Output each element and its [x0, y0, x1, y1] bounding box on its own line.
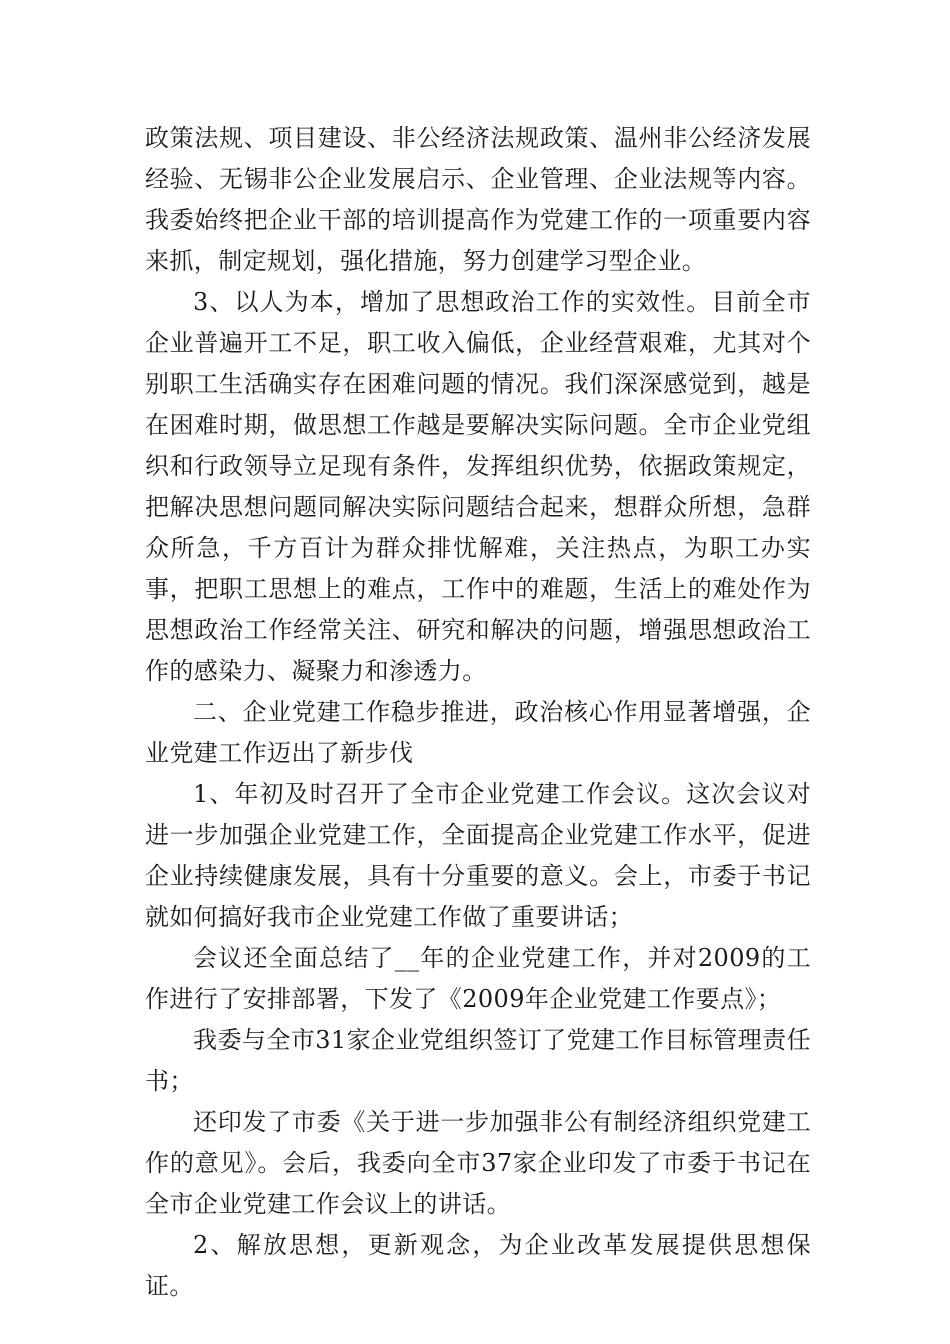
paragraph-people-oriented: 3、以人为本，增加了思想政治工作的实效性。目前全市企业普遍开工不足，职工收入偏低，企业经营艰难，尤其对个别职工生活确实存在困难问题的情况。我们深深感觉到，越是在困难时期，做思想工作越是要解决实际问题。全市企业党组织和行政领导立足现有条件，发挥组织优势，依据政策规定，把解决思想问题同解决实际问题结合起来，想群众所想，急群众所急，千方百计为群众排忧解难，关注热点，为职工办实事，把职工思想上的难点，工作中的难题，生活上的难处作为思想政治工作经常关注、研究和解决的问题，增强思想政治工作的感染力、凝聚力和渗透力。 [145, 288, 811, 685]
paragraph-training-content: 政策法规、项目建设、非公经济法规政策、温州非公经济发展经验、无锡非公企业发展启示、企业管理、企业法规等内容。我委始终把企业干部的培训提高作为党建工作的一项重要内容来抓，制定规划，强化措施，努力创建学习型企业。 [145, 124, 811, 275]
paragraph-emancipate-mind: 2、解放思想，更新观念，为企业改革发展提供思想保证。 [145, 1231, 811, 1300]
paragraph-party-building-meeting: 1、年初及时召开了全市企业党建工作会议。这次会议对进一步加强企业党建工作，全面提高企业党建工作水平，促进企业持续健康发展，具有十分重要的意义。会上，市委于书记就如何搞好我市企业党建工作做了重要讲话； [145, 780, 811, 931]
document-body [145, 118, 811, 1307]
section-heading-party-building: 二、企业党建工作稳步推进，政治核心作用显著增强，企业党建工作迈出了新步伐 [145, 698, 811, 767]
paragraph-printed-opinions: 还印发了市委《关于进一步加强非公有制经济组织党建工作的意见》。会后，我委向全市37家企业印发了市委于书记在全市企业党建工作会议上的讲话。 [145, 1108, 811, 1218]
paragraph-responsibility-letters: 我委与全市31家企业党组织签订了党建工作目标管理责任书； [145, 1026, 811, 1095]
paragraph-meeting-summary: 会议还全面总结了__年的企业党建工作，并对2009的工作进行了安排部署，下发了《2009年企业党建工作要点》； [145, 944, 811, 1013]
